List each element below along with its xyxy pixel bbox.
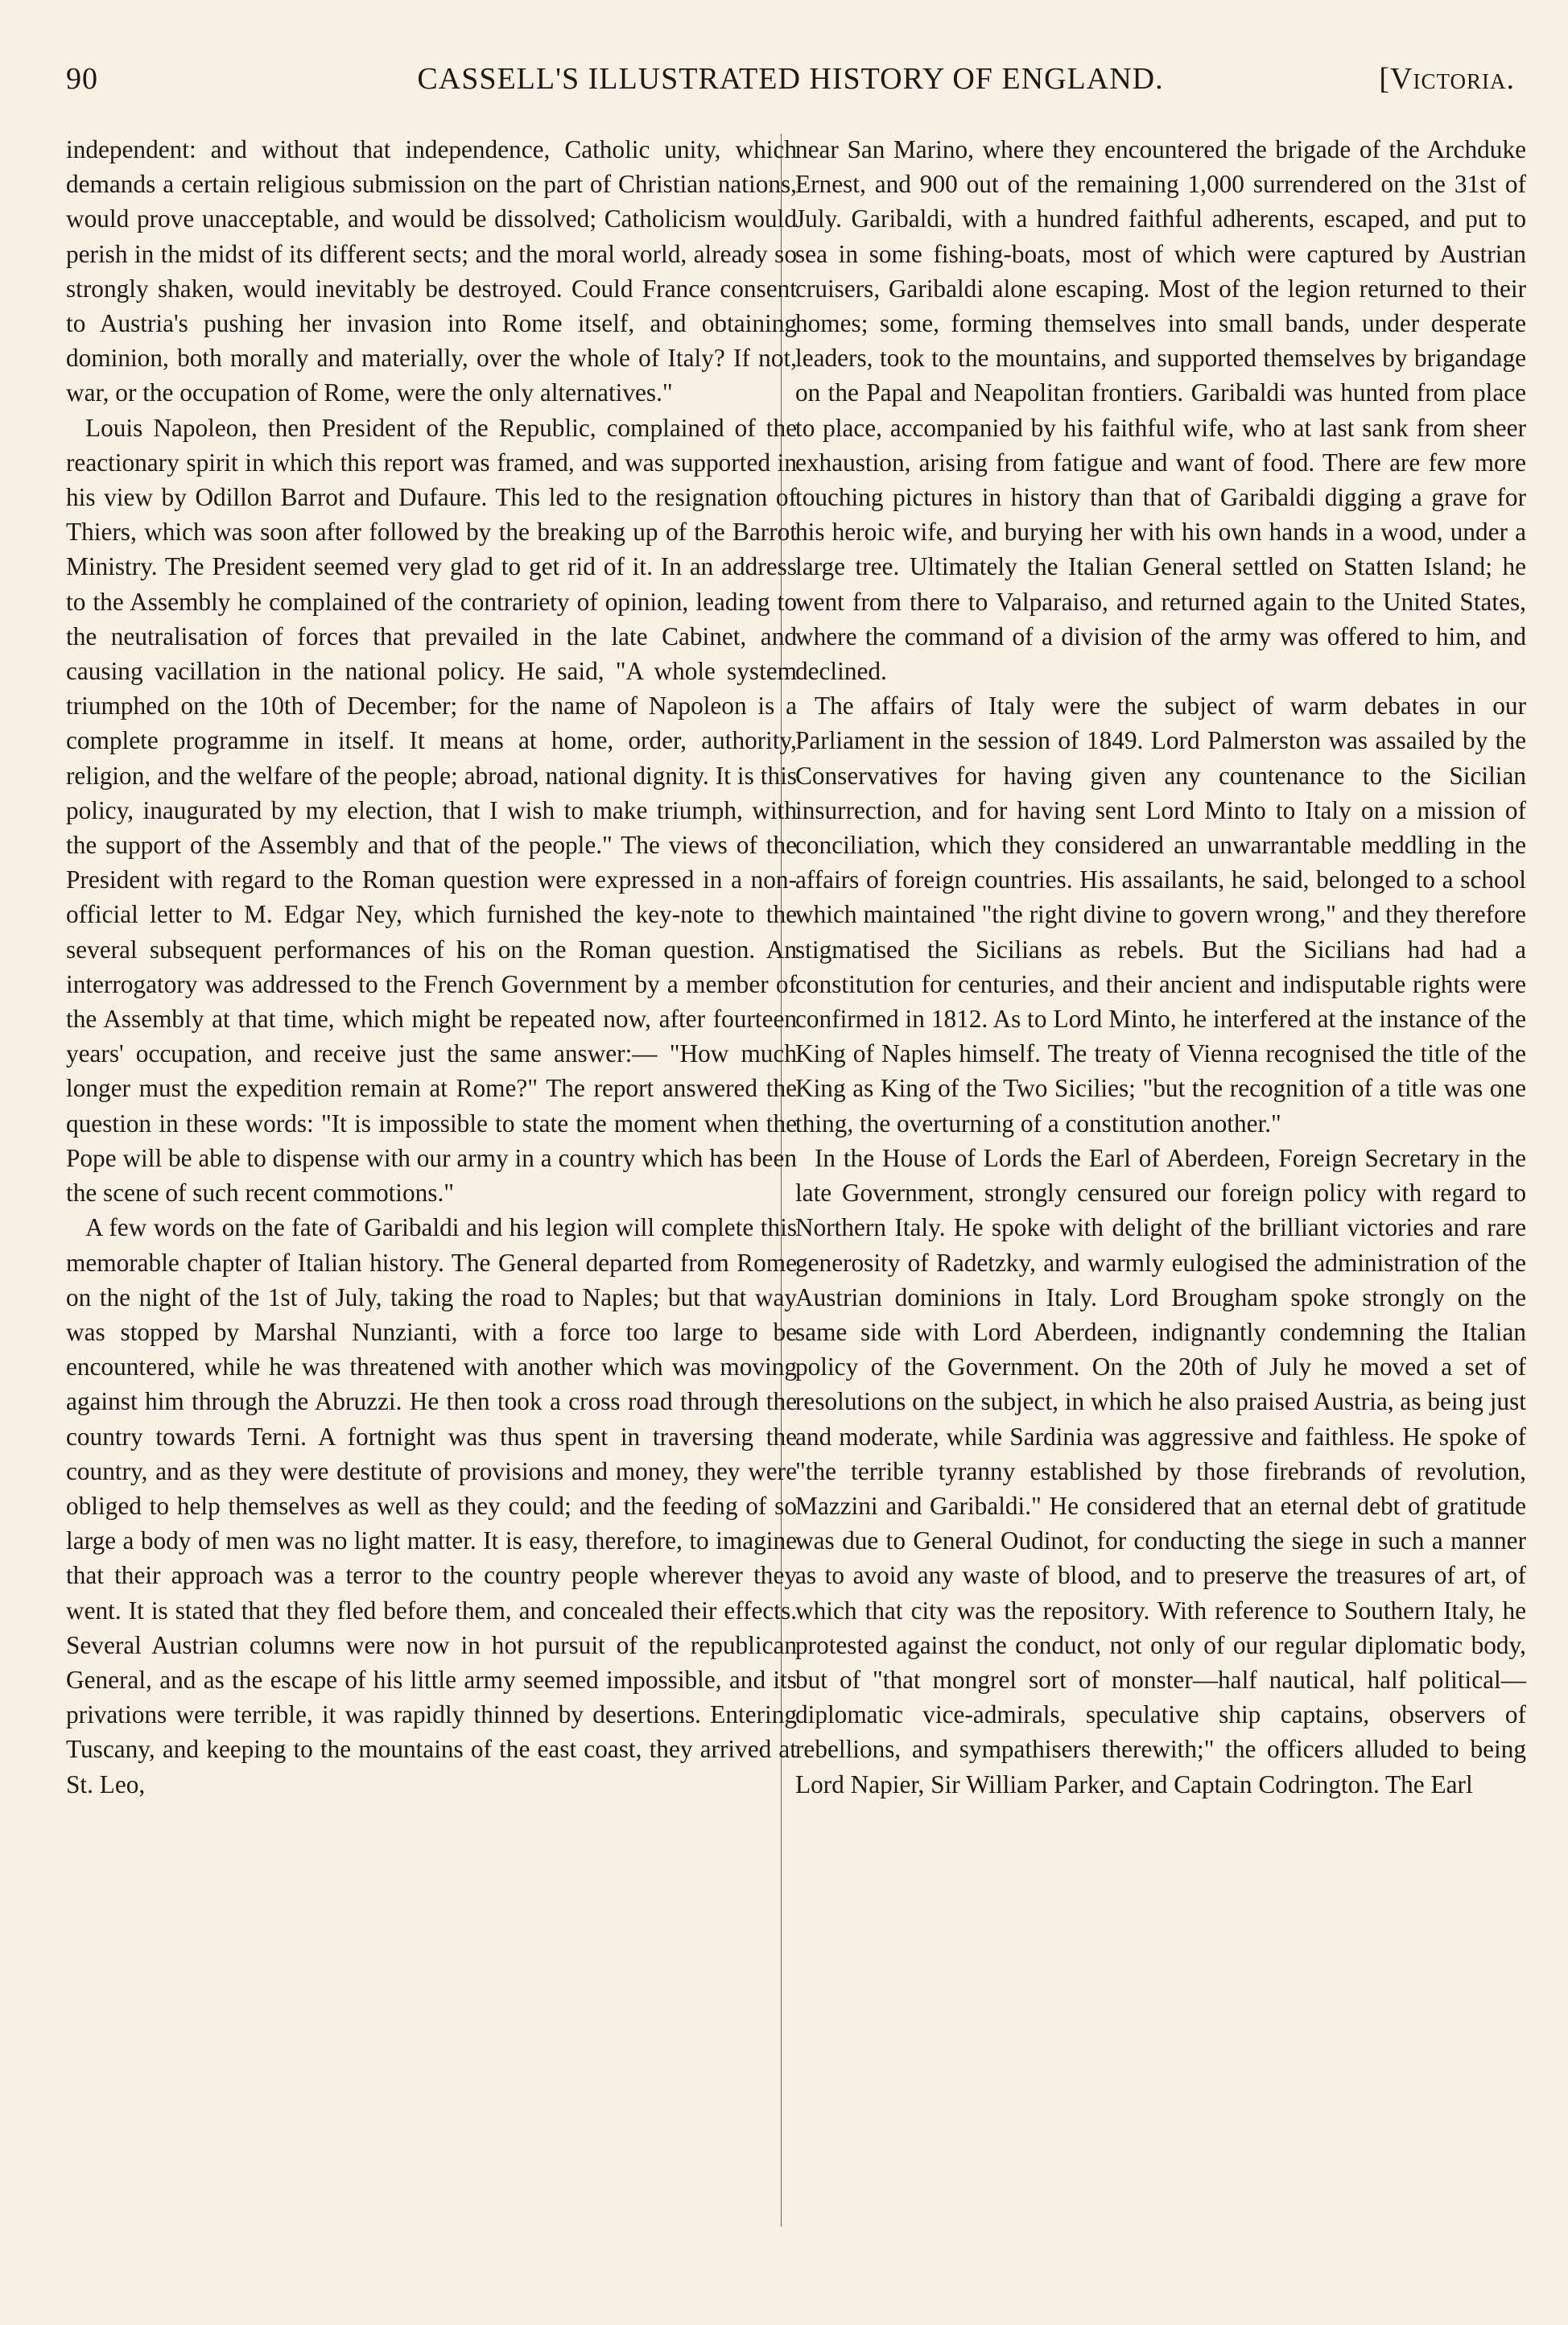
paragraph: A few words on the fate of Garibaldi and his legion will complete this memorable chapter of Italian history. The General departed from Rome on the night of the 1st of July, taking the road to Naples; but that way was stopped by Marshal Nunzianti, with a force too large to be encountered, while he was threatened with another which was moving against him through the Abruzzi. He then took a cross road through the country towards Terni. A fortnight was thus spent in traversing the country, and as they were destitute of provisions and money, they were obliged to help themselves as well as they could; and the feeding of so large a body of men was no light matter. It is easy, therefore, to imagine that their approach was a terror to the country people wherever they went. It is stated that they fled before them, and concealed their effects. Several Austrian columns were now in hot pursuit of the republican General, and as the escape of his little army seemed impossible, and its privations were terrible, it was rapidly thinned by desertions. Entering Tuscany, and keeping to the mountains of the east coast, they arrived at St. Leo,	[66, 1213, 797, 1798]
running-title: CASSELL'S ILLUSTRATED HISTORY OF ENGLAND.	[417, 62, 1164, 96]
section-label: [Victoria.	[1379, 62, 1515, 96]
right-column	[795, 132, 1526, 1802]
paragraph: Louis Napoleon, then President of the Republic, complained of the reactionary spirit in which this report was framed, and was supported in his view by Odillon Barrot and Dufaure. This led to the resignation of Thiers, which was soon after followed by the breaking up of the Barrot Ministry. The President seemed very glad to get rid of it. In an address to the Assembly he complained of the contrariety of opinion, leading to the neutralisation of forces that prevailed in the late Cabinet, and causing vacillation in the national policy. He said, "A whole system triumphed on the 10th of December; for the name of Napoleon is a complete programme in itself. It means at home, order, authority, religion, and the welfare of the people; abroad, national dignity. It is this policy, inaugurated by my election, that I wish to make triumph, with the support of the Assembly and that of the people." The views of the President with regard to the Roman question were expressed in a non-official letter to M. Edgar Ney, which furnished the key-note to the several subsequent performances of his on the Roman question. An interrogatory was addressed to the French Government by a member of the Assembly at that time, which might be repeated now, after fourteen years' occupation, and receive just the same answer:— "How much longer must the expedition remain at Rome?" The report answered the question in these words: "It is impossible to state the moment when the Pope will be able to dispense with our army in a country which has been the scene of such recent commotions."	[66, 413, 797, 1208]
running-header	[66, 61, 1515, 101]
paragraph: In the House of Lords the Earl of Aberdeen, Foreign Secretary in the late Government, strongly censured our foreign policy with regard to Northern Italy. He spoke with delight of the brilliant victories and rare generosity of Radetzky, and warmly eulogised the administration of the Austrian dominions in Italy. Lord Brougham spoke strongly on the same side with Lord Aberdeen, indignantly condemning the Italian policy of the Government. On the 20th of July he moved a set of resolutions on the subject, in which he also praised Austria, as being just and moderate, while Sardinia was aggressive and faithless. He spoke of "the terrible tyranny established by those firebrands of revolution, Mazzini and Garibaldi." He considered that an eternal debt of gratitude was due to General Oudinot, for conducting the siege in such a manner as to avoid any waste of blood, and to preserve the treasures of art, of which that city was the repository. With reference to Southern Italy, he protested against the conduct, not only of our regular diplomatic body, but of "that mongrel sort of monster—half nautical, half political—diplomatic vice-admirals, speculative ship captains, observers of rebellions, and sympathisers therewith;" the officers alluded to being Lord Napier, Sir William Parker, and Captain Codrington. The Earl	[795, 1143, 1526, 1798]
paragraph: near San Marino, where they encountered the brigade of the Archduke Ernest, and 900 out of the remaining 1,000 surrendered on the 31st of July. Garibaldi, with a hundred faithful adherents, escaped, and put to sea in some fishing-boats, most of which were captured by Austrian cruisers, Garibaldi alone escaping. Most of the legion returned to their homes; some, forming themselves into small bands, under desperate leaders, took to the mountains, and supported themselves by brigandage on the Papal and Neapolitan frontiers. Garibaldi was hunted from place to place, accompanied by his faithful wife, who at last sank from sheer exhaustion, arising from fatigue and want of food. There are few more touching pictures in history than that of Garibaldi digging a grave for his heroic wife, and burying her with his own hands in a wood, under a large tree. Ultimately the Italian General settled on Statten Island; he went from there to Valparaiso, and returned again to the United States, where the command of a division of the army was offered to him, and declined.	[795, 135, 1526, 686]
page-number: 90	[66, 62, 98, 96]
left-column	[66, 132, 797, 1802]
paragraph: The affairs of Italy were the subject of warm debates in our Parliament in the session of 1849. Lord Palmerston was assailed by the Conservatives for having given any countenance to the Sicilian insurrection, and for having sent Lord Minto to Italy on a mission of conciliation, which they considered an unwarrantable meddling in the affairs of foreign countries. His assailants, he said, belonged to a school which maintained "the right divine to govern wrong," and they therefore stigmatised the Sicilians as rebels. But the Sicilians had had a constitution for centuries, and their ancient and indisputable rights were confirmed in 1812. As to Lord Minto, he interfered at the instance of the King of Naples himself. The treaty of Vienna recognised the title of the King as King of the Two Sicilies; "but the recognition of a title was one thing, the overturning of a constitution another."	[795, 692, 1526, 1138]
paragraph: independent: and without that independence, Catholic unity, which demands a certain religious submission on the part of Christian nations, would prove unacceptable, and would be dissolved; Catholicism would perish in the midst of its different sects; and the moral world, already so strongly shaken, would inevitably be destroyed. Could France consent to Austria's pushing her invasion into Rome itself, and obtaining dominion, both morally and materially, over the whole of Italy? If not, war, or the occupation of Rome, were the only alternatives."	[66, 135, 797, 407]
